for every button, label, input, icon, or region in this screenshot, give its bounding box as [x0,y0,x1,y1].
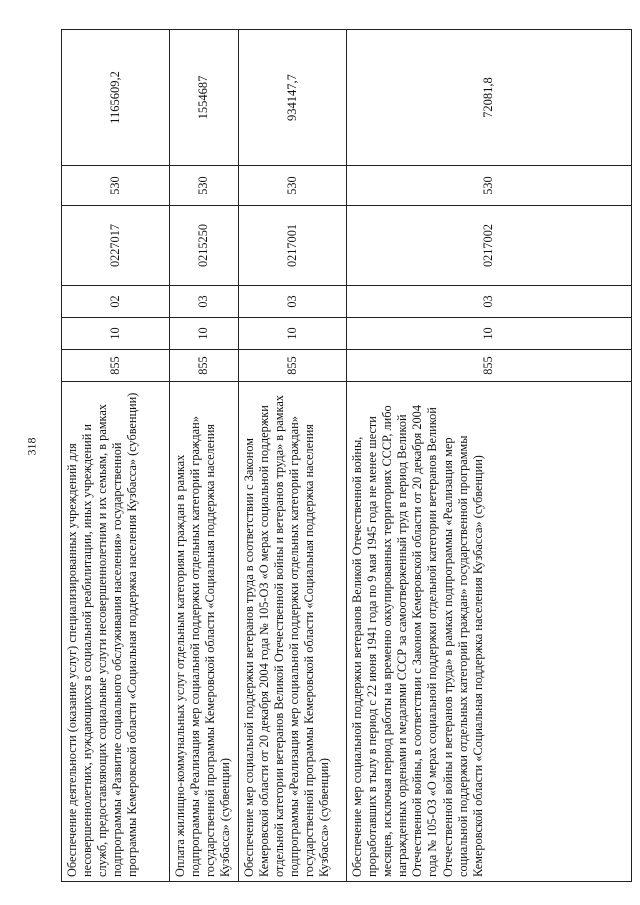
subsection-code: 03 [239,286,347,318]
amount: 934147,7 [239,30,347,166]
subsection-code: 03 [170,286,239,318]
target-article-code: 0215250 [170,206,239,286]
subsection-code: 02 [62,286,170,318]
budget-table-rotated [61,30,631,882]
section-code: 10 [62,318,170,350]
target-article-code: 0217001 [239,206,347,286]
section-code: 10 [239,318,347,350]
ved-code: 855 [239,350,347,382]
table-row [347,30,632,882]
table-row [62,30,170,882]
expense-type-code: 530 [347,166,632,206]
amount: 1165609,2 [62,30,170,166]
target-article-code: 0217002 [347,206,632,286]
target-article-code: 0227017 [62,206,170,286]
ved-code: 855 [347,350,632,382]
amount: 72081,8 [347,30,632,166]
ved-code: 855 [62,350,170,382]
table-row [239,30,347,882]
row-name: Обеспечение мер социальной поддержки ветеранов Великой Отечественной войны, проработавших в тылу в период с 22 июня 1941 года по 9 мая 1945 года не менее шести месяцев, исключая период работы на временно оккупированных территориях СССР, либо награжденных орденами и медалями СССР за самоотверженный труд в период Великой Отечественной войны, в соответствии с Законом Кемеровской области от 20 декабря 2004 года № 105-ОЗ «О мерах социальной поддержки отдельной категории ветеранов Великой Отечественной войны и ветеранов труда» в рамках подпрограммы «Реализация мер социальной поддержки отдельных категорий граждан» государственной программы Кемеровской области «Социальная поддержка населения Кузбасса» (субвенции) [347,382,632,882]
budget-table [61,29,632,882]
section-code: 10 [347,318,632,350]
subsection-code: 03 [347,286,632,318]
section-code: 10 [170,318,239,350]
expense-type-code: 530 [62,166,170,206]
table-row [170,30,239,882]
row-name: Оплата жилищно-коммунальных услуг отдельным категориям граждан в рамках подпрограммы «Реализация мер социальной поддержки отдельных категорий граждан» государственной программы Кемеровской области «Социальная поддержка населения Кузбасса» (субвенции) [170,382,239,882]
row-name: Обеспечение мер социальной поддержки ветеранов труда в соответствии с Законом Кемеровской области от 20 декабря 2004 года № 105-ОЗ «О мерах социальной поддержки отдельной категории ветеранов Великой Отечественной войны и ветеранов труда» в рамках подпрограммы «Реализация мер социальной поддержки отдельных категорий граждан» государственной программы Кемеровской области «Социальная поддержка населения Кузбасса» (субвенции) [239,382,347,882]
expense-type-code: 530 [170,166,239,206]
ved-code: 855 [170,350,239,382]
page-number: 318 [24,437,39,456]
amount: 1554687 [170,30,239,166]
expense-type-code: 530 [239,166,347,206]
row-name: Обеспечение деятельности (оказание услуг) специализированных учреждений для несовершеннолетних, нуждающихся в социальной реабилитации, иных учреждений и служб, предоставляющих социальные услуги несовершеннолетним и их семьям, в рамках подпрограммы «Развитие социального обслуживания населения» государственной программы Кемеровской области «Социальная поддержка населения Кузбасса» (субвенции) [62,382,170,882]
